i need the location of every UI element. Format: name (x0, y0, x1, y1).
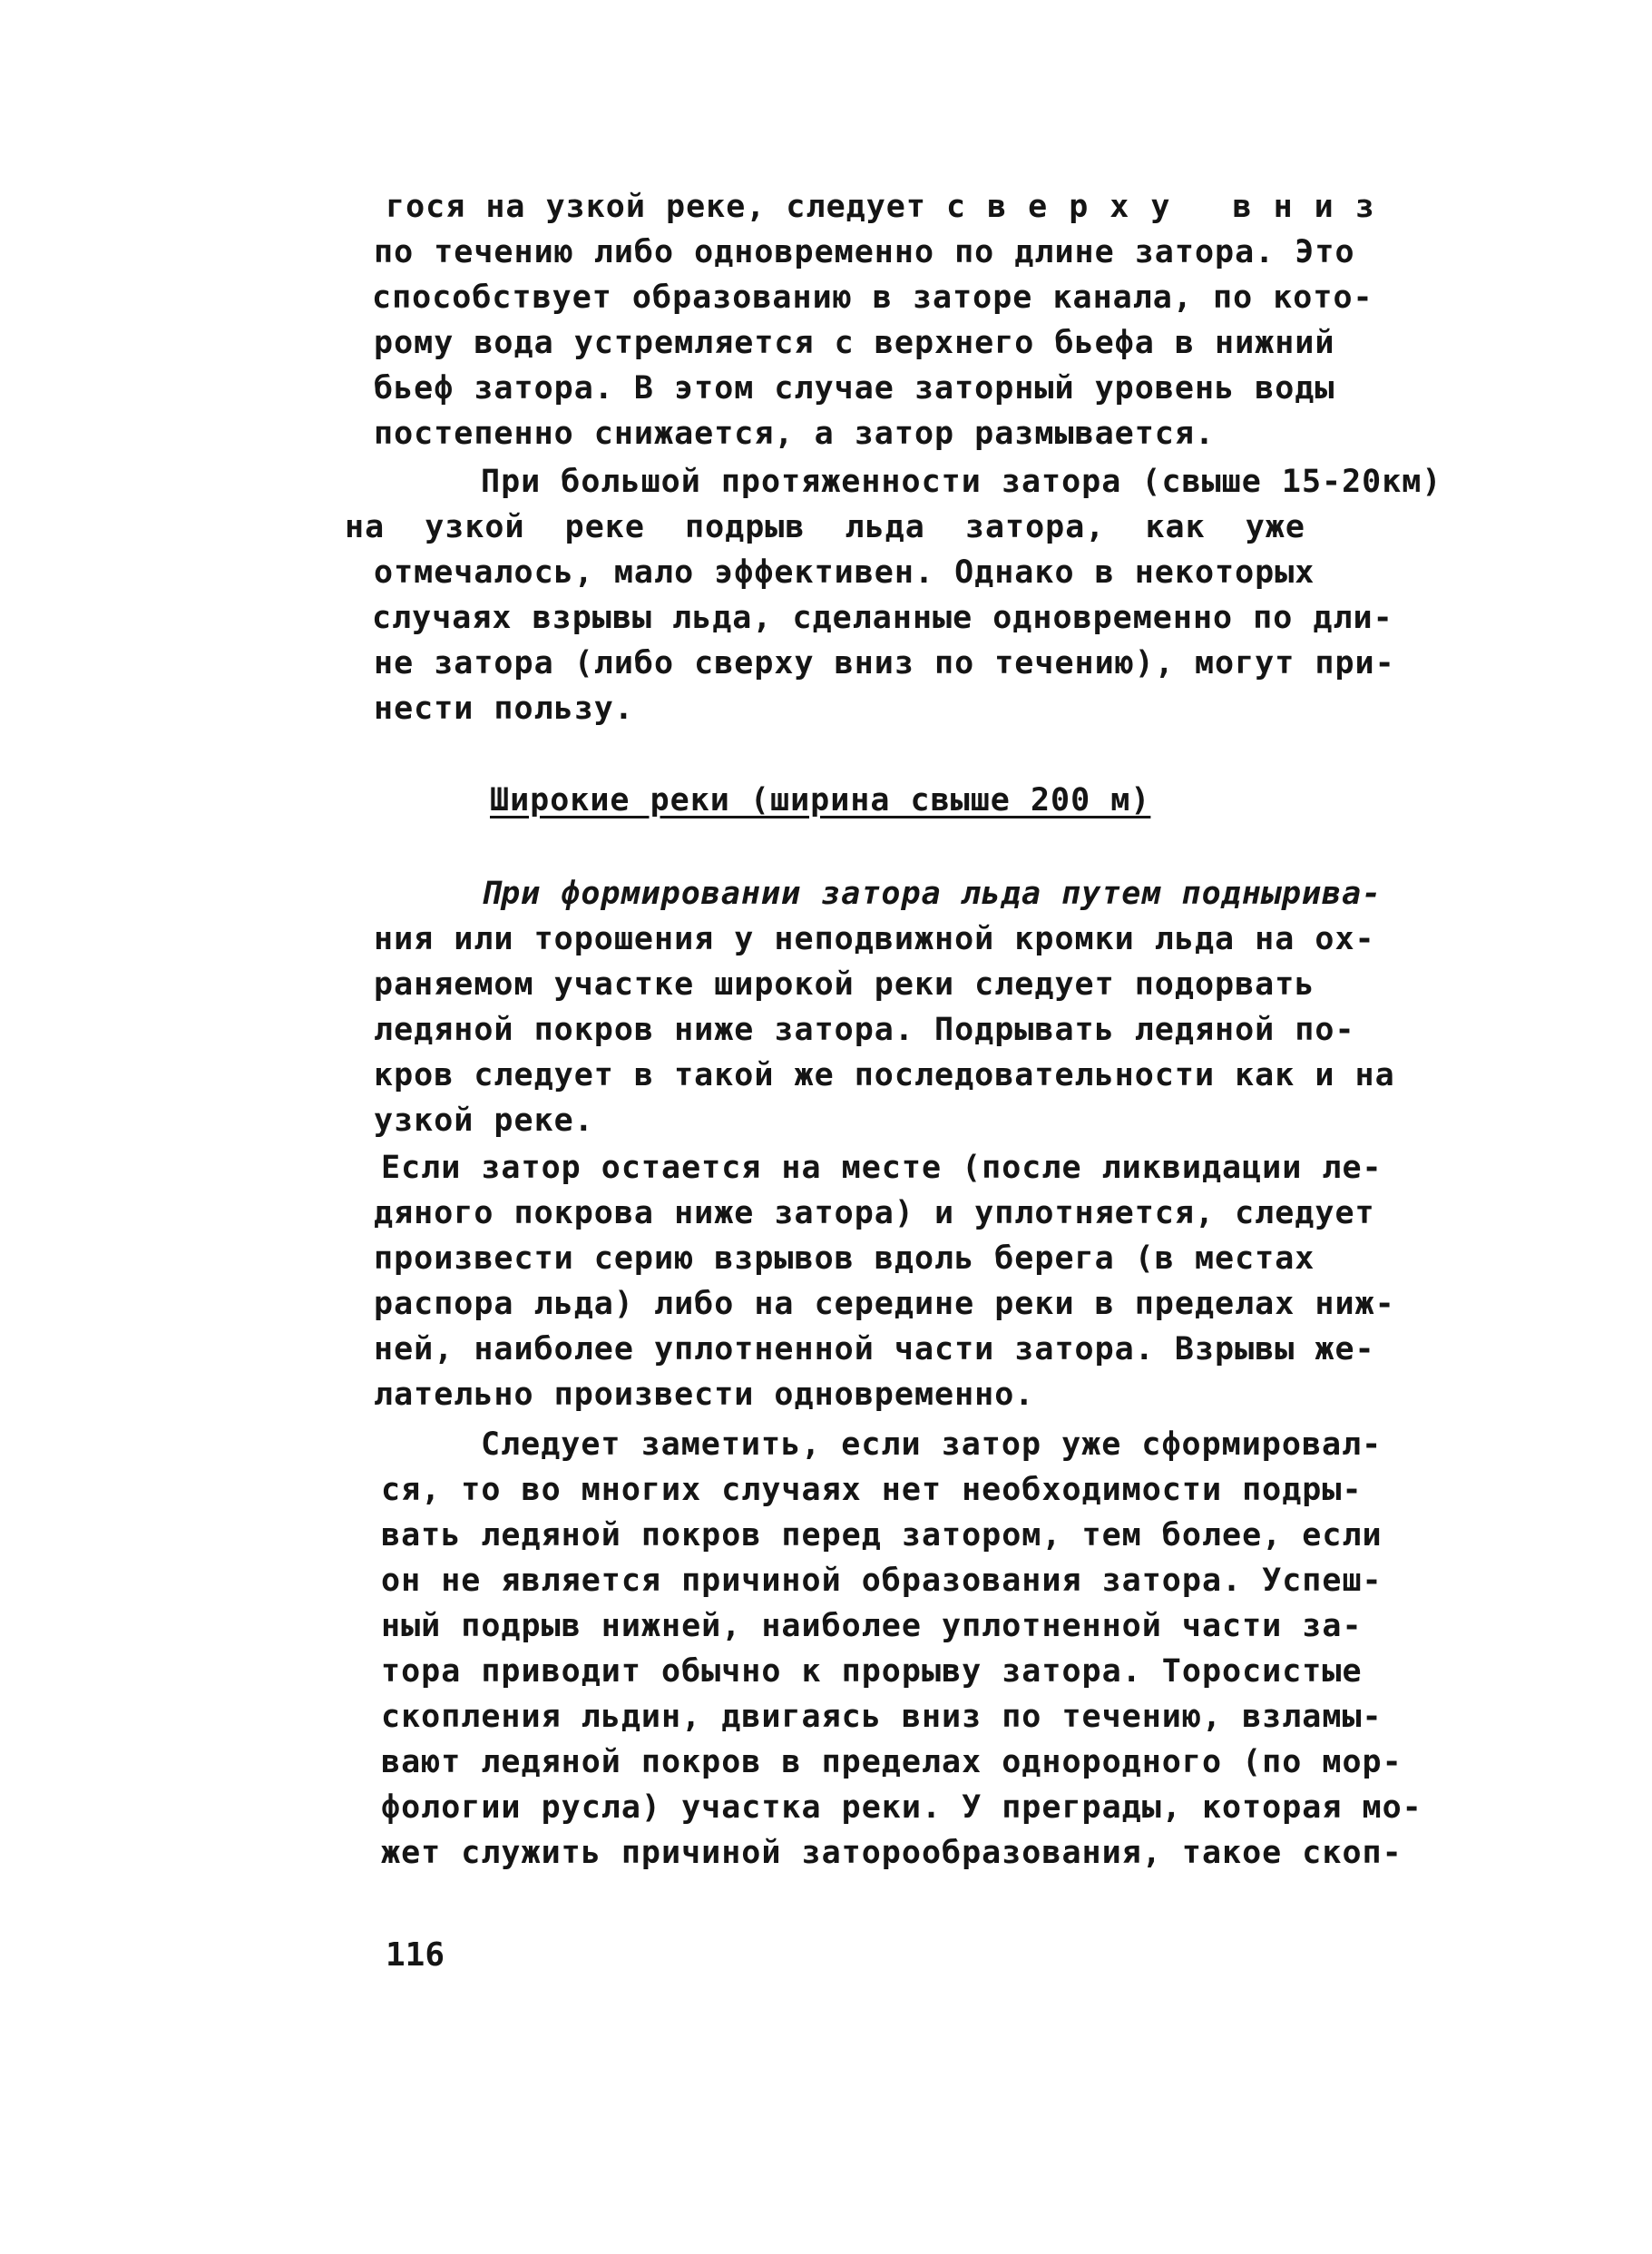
text-line: он не является причиной образования затора. Успеш- (381, 1563, 1383, 1599)
text-line: нести пользу. (374, 691, 634, 727)
text-line: При большой протяженности затора (свыше 15-20км) (481, 464, 1442, 500)
text-line: способствует образованию в заторе канала, по кото- (372, 279, 1373, 316)
text-line: При формировании затора льда путем поднырива- (481, 876, 1383, 912)
text-line: вать ледяной покров перед затором, тем более, если (381, 1517, 1383, 1553)
spaced-emphasis: сверху вниз (946, 189, 1396, 225)
text-line: Следует заметить, если затор уже сформировал- (481, 1426, 1383, 1463)
text-line: ледяной покров ниже затора. Подрывать ледяной по- (374, 1012, 1355, 1048)
page-number: 116 (386, 1936, 445, 1974)
text-line: рому вода устремляется с верхнего бьефа в нижний (374, 325, 1335, 361)
text-line: ся, то во многих случаях нет необходимости подры- (381, 1472, 1363, 1508)
text-line: раняемом участке широкой реки следует подорвать (374, 966, 1315, 1003)
text-line: жет служить причиной заторообразования, такое скоп- (381, 1835, 1403, 1871)
text-line: ния или торошения у неподвижной кромки льда на ох- (374, 921, 1375, 957)
text-line: распора льда) либо на середине реки в пределах ниж- (374, 1286, 1395, 1322)
text-line: не затора (либо сверху вниз по течению), могут при- (374, 645, 1395, 681)
text-span: гося на узкой реке, следует (386, 189, 947, 225)
text-line: произвести серию взрывов вдоль берега (в местах (374, 1240, 1315, 1277)
section-heading: Широкие реки (ширина свыше 200 м) (490, 782, 1151, 818)
text-line: вают ледяной покров в пределах однородного (по мор- (381, 1744, 1403, 1780)
text-line: Если затор остается на месте (после ликвидации ле- (381, 1150, 1383, 1186)
text-line: отмечалось, мало эффективен. Однако в некоторых (374, 554, 1315, 591)
text-line: постепенно снижается, а затор размывается. (374, 416, 1216, 452)
text-line: бьеф затора. В этом случае заторный уровень воды (374, 370, 1335, 407)
text-line: по течению либо одновременно по длине затора. Это (374, 234, 1355, 270)
text-line: случаях взрывы льда, сделанные одновременно по дли- (372, 600, 1393, 636)
text-line: скопления льдин, двигаясь вниз по течению, взламы- (381, 1699, 1383, 1735)
text-line: ный подрыв нижней, наиболее уплотненной части за- (381, 1608, 1363, 1644)
text-line: на узкой реке подрыв льда затора, как уже (345, 509, 1305, 545)
text-line: тора приводит обычно к прорыву затора. Торосистые (381, 1653, 1363, 1690)
text-line: лательно произвести одновременно. (374, 1377, 1035, 1413)
text-line: кров следует в такой же последовательности как и на (374, 1057, 1395, 1093)
text-line (386, 184, 1396, 230)
text-line: дяного покрова ниже затора) и уплотняется, следует (374, 1195, 1375, 1231)
text-line: узкой реке. (374, 1102, 594, 1139)
text-line: ней, наиболее уплотненной части затора. Взрывы же- (374, 1331, 1375, 1367)
text-line: фологии русла) участка реки. У преграды, которая мо- (381, 1789, 1422, 1826)
